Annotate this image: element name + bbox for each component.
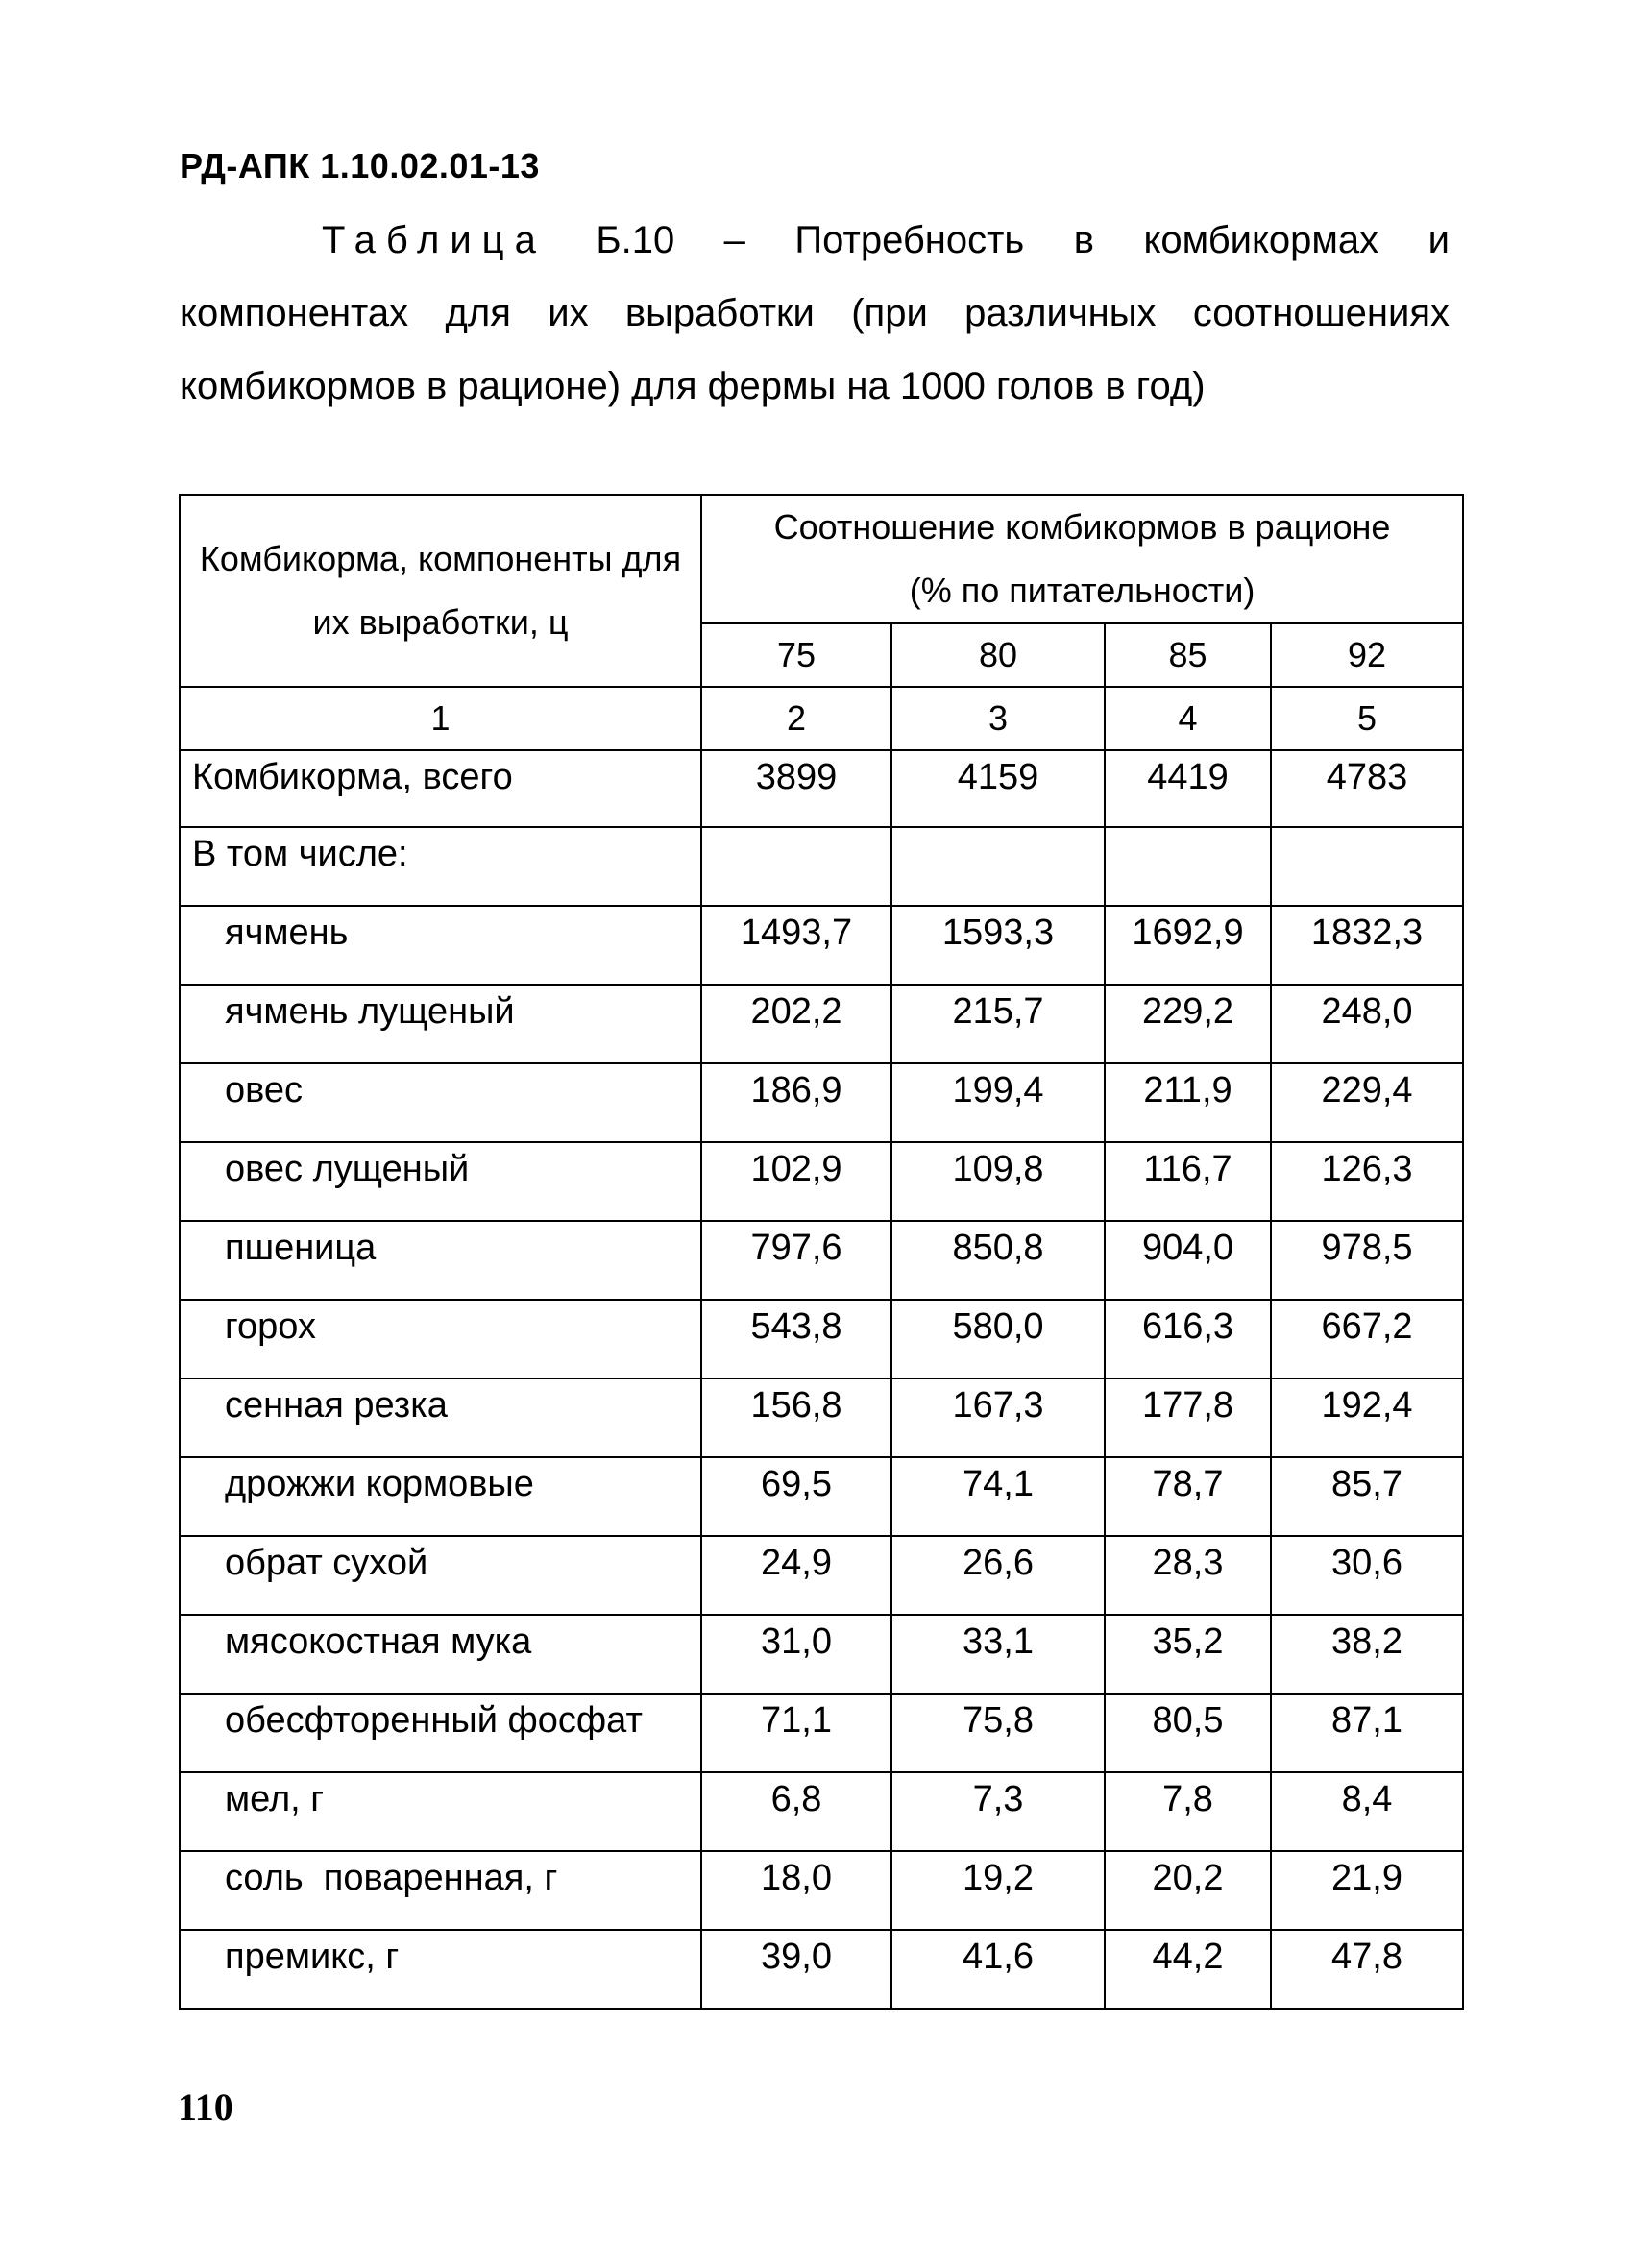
table-row [180,1536,1463,1615]
cell-value: 28,3 [1105,1536,1271,1615]
row-label: ячмень лущеный [180,985,701,1063]
cell-value: 21,9 [1271,1851,1463,1930]
cell-value: 116,7 [1105,1142,1271,1221]
cell-value: 47,8 [1271,1930,1463,2009]
cell-value: 211,9 [1105,1063,1271,1142]
row-label: пшеница [180,1221,701,1300]
table-row [180,985,1463,1063]
table-row [180,906,1463,985]
cell-value [701,827,891,906]
table-row [180,1457,1463,1536]
cell-value: 1832,3 [1271,906,1463,985]
row-label: обесфторенный фосфат [180,1694,701,1772]
column-number: 5 [1271,687,1463,750]
cell-value: 199,4 [891,1063,1105,1142]
cell-value: 192,4 [1271,1378,1463,1457]
caption-text: Б.10 – Потребность в комбикормах и компонентах для их выработки (при различных соотношениях комбикормов в рационе) для фермы на 1000 голов в год) [180,219,1450,407]
row-label: овес лущеный [180,1142,701,1221]
row-label: В том числе: [180,827,701,906]
table-row [180,1063,1463,1142]
cell-value [1271,827,1463,906]
components-column-header: Комбикорма, компоненты для их выработки, ц [180,495,701,687]
cell-value: 102,9 [701,1142,891,1221]
header-row [180,495,1463,623]
row-label: мясокостная мука [180,1615,701,1694]
cell-value: 7,3 [891,1772,1105,1851]
cell-value: 667,2 [1271,1300,1463,1378]
cell-value: 75,8 [891,1694,1105,1772]
cell-value: 33,1 [891,1615,1105,1694]
cell-value: 229,4 [1271,1063,1463,1142]
cell-value: 850,8 [891,1221,1105,1300]
ratio-value: 85 [1105,623,1271,687]
cell-value: 580,0 [891,1300,1105,1378]
cell-value: 167,3 [891,1378,1105,1457]
table-row [180,1851,1463,1930]
cell-value: 978,5 [1271,1221,1463,1300]
feed-requirements-table [179,494,1464,2010]
cell-value: 24,9 [701,1536,891,1615]
cell-value: 1493,7 [701,906,891,985]
row-label: сенная резка [180,1378,701,1457]
row-label: премикс, г [180,1930,701,2009]
cell-value: 4419 [1105,750,1271,827]
cell-value: 186,9 [701,1063,891,1142]
cell-value: 31,0 [701,1615,891,1694]
cell-value: 8,4 [1271,1772,1463,1851]
table-row [180,827,1463,906]
cell-value: 69,5 [701,1457,891,1536]
row-label: обрат сухой [180,1536,701,1615]
column-number: 3 [891,687,1105,750]
row-label: горох [180,1300,701,1378]
cell-value: 20,2 [1105,1851,1271,1930]
cell-value: 797,6 [701,1221,891,1300]
cell-value: 7,8 [1105,1772,1271,1851]
ratio-value: 75 [701,623,891,687]
ratio-value: 92 [1271,623,1463,687]
column-number: 4 [1105,687,1271,750]
cell-value: 85,7 [1271,1457,1463,1536]
table-row [180,1142,1463,1221]
cell-value: 19,2 [891,1851,1105,1930]
table-row [180,1772,1463,1851]
cell-value: 543,8 [701,1300,891,1378]
cell-value: 229,2 [1105,985,1271,1063]
column-number: 1 [180,687,701,750]
table-caption [180,204,1450,423]
document-code: РД-АПК 1.10.02.01-13 [180,146,540,185]
row-label: овес [180,1063,701,1142]
column-number-row [180,687,1463,750]
cell-value: 6,8 [701,1772,891,1851]
table-row [180,1694,1463,1772]
cell-value: 215,7 [891,985,1105,1063]
cell-value: 3899 [701,750,891,827]
caption-label: Таблица [322,219,547,261]
row-label: ячмень [180,906,701,985]
row-label: мел, г [180,1772,701,1851]
cell-value: 78,7 [1105,1457,1271,1536]
cell-value: 4159 [891,750,1105,827]
row-label: дрожжи кормовые [180,1457,701,1536]
cell-value: 30,6 [1271,1536,1463,1615]
cell-value: 38,2 [1271,1615,1463,1694]
table-row [180,1300,1463,1378]
cell-value: 109,8 [891,1142,1105,1221]
cell-value [891,827,1105,906]
cell-value: 35,2 [1105,1615,1271,1694]
cell-value: 156,8 [701,1378,891,1457]
page-number: 110 [178,2085,233,2129]
cell-value: 87,1 [1271,1694,1463,1772]
ratio-value: 80 [891,623,1105,687]
table-row [180,1615,1463,1694]
cell-value: 18,0 [701,1851,891,1930]
row-label: соль поваренная, г [180,1851,701,1930]
cell-value: 4783 [1271,750,1463,827]
cell-value: 616,3 [1105,1300,1271,1378]
cell-value: 41,6 [891,1930,1105,2009]
column-number: 2 [701,687,891,750]
cell-value: 1593,3 [891,906,1105,985]
cell-value: 74,1 [891,1457,1105,1536]
cell-value: 248,0 [1271,985,1463,1063]
cell-value: 39,0 [701,1930,891,2009]
ratio-group-header-line2: (% по питательности) [909,571,1256,610]
ratio-group-header [701,495,1463,623]
cell-value: 904,0 [1105,1221,1271,1300]
cell-value: 26,6 [891,1536,1105,1615]
table-row [180,750,1463,827]
cell-value: 71,1 [701,1694,891,1772]
table-row [180,1221,1463,1300]
table-row [180,1930,1463,2009]
cell-value [1105,827,1271,906]
cell-value: 126,3 [1271,1142,1463,1221]
table-row [180,1378,1463,1457]
ratio-group-header-line1: Соотношение комбикормов в рационе [773,507,1391,547]
cell-value: 1692,9 [1105,906,1271,985]
cell-value: 44,2 [1105,1930,1271,2009]
cell-value: 177,8 [1105,1378,1271,1457]
row-label: Комбикорма, всего [180,750,701,827]
cell-value: 80,5 [1105,1694,1271,1772]
cell-value: 202,2 [701,985,891,1063]
